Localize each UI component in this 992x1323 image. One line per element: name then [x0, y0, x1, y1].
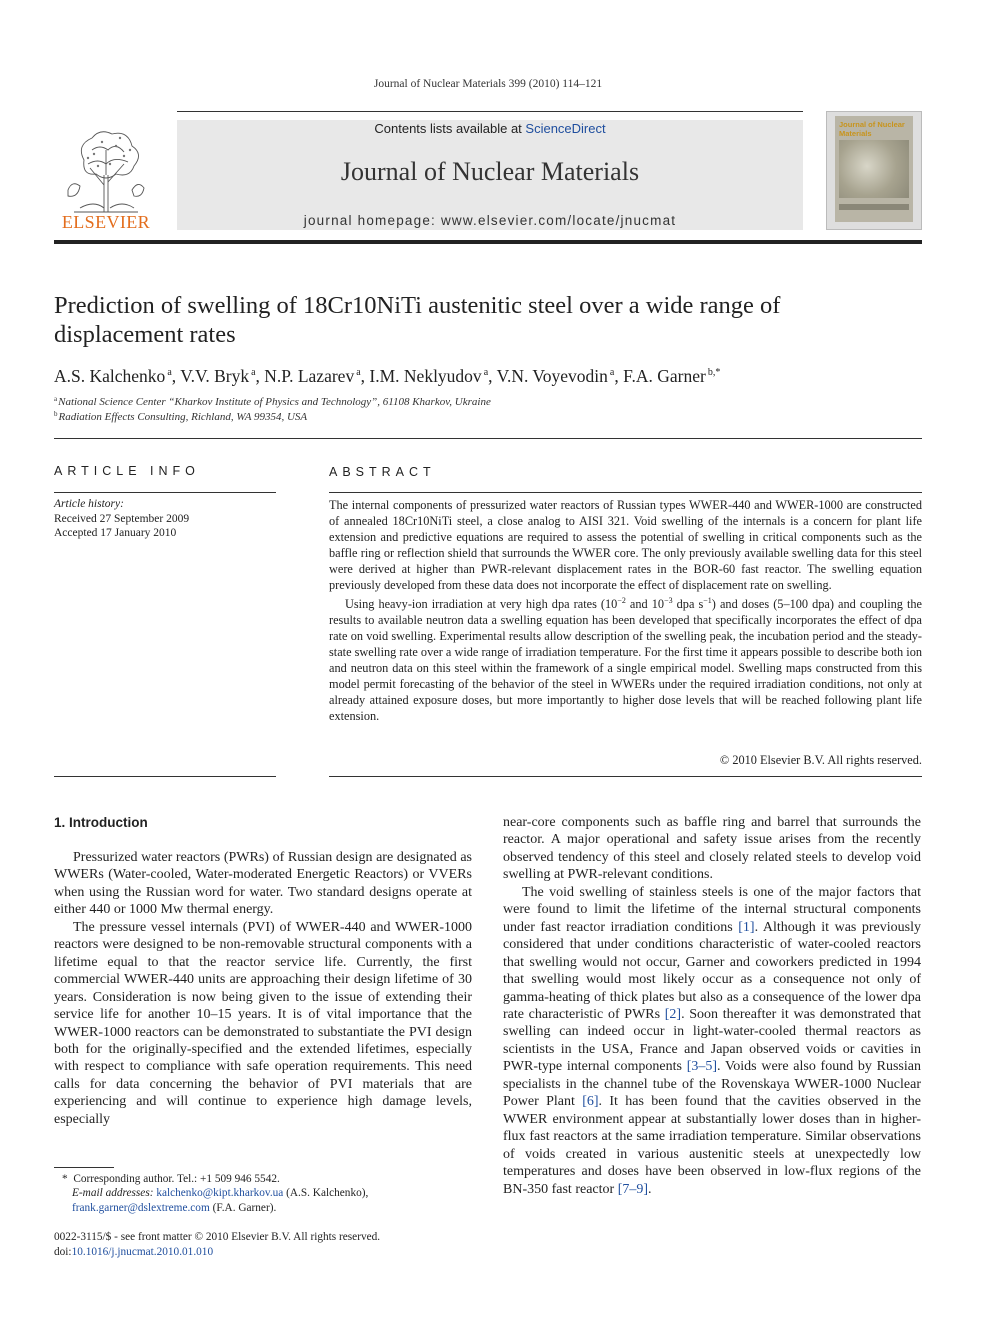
article-history — [54, 497, 276, 541]
body-column-left — [54, 849, 472, 1128]
abstract-paragraph-1: The internal components of pressurized water reactors of Russian types WWER-440 and WWER-1000 are constructed of annealed 18Cr10NiTi steel, a close analog to AISI 321. Void swelling of the internals is a concern for plant life extension and predictive equations are required to assess the potential of swelling in critical components such as the baffle ring or reflection shield that surrounds the WWER core. The only previously available swelling data for this steel were derived at higher than PWR-relevant displacement rates in the BOR-60 fast reactor. The swelling equation previously developed from these data does not incorporate the effect of displacement rate on swelling. — [329, 498, 922, 592]
history-label: Article history: — [54, 498, 124, 510]
cover-footer — [839, 204, 909, 210]
abstract-rule-bottom — [329, 776, 922, 777]
affiliation-a: $^a$National Science Center “Kharkov Institute of Physics and Technology”, 61108 Kharkov, Ukraine — [54, 395, 491, 408]
author: V.V. Bryk $^a$, — [180, 366, 265, 386]
cover-image — [839, 140, 909, 198]
journal-homepage[interactable]: journal homepage: www.elsevier.com/locate/jnucmat — [303, 213, 677, 228]
issn-line: 0022-3115/$ - see front matter © 2010 Elsevier B.V. All rights reserved. — [54, 1231, 381, 1243]
author: A.S. Kalchenko $^a$, — [54, 366, 181, 386]
journal-cover-thumbnail — [826, 111, 922, 230]
abstract-body — [329, 497, 922, 724]
corresponding-author-footnote — [54, 1172, 472, 1215]
author: F.A. Garner $^{b,*}$ — [623, 366, 721, 386]
doi-link[interactable]: 10.1016/j.jnucmat.2010.01.010 — [71, 1245, 214, 1258]
intro-paragraph-2: The pressure vessel internals (PVI) of WWER-440 and WWER-1000 reactors were designed to be non-removable structural components with a lifetime equal to that the reactor service life. Currently, the first commercial WWER-440 units are approaching their design lifetime of 30 years. Consideration is now being given to the issue of extending their service life for another 10–15 years. It is of vital importance that the WWER-1000 reactors can be demonstrated to substantiate the PVI design both for the originally-specified and the extended lifetimes, especially with respect to compliance with safe operation requirements. This need calls for data concerning the behavior of PVI materials that are experiencing and will continue to experience high damage levels, especially — [54, 919, 472, 1127]
abstract-rule-top — [329, 492, 922, 493]
cover-title: Journal of Nuclear Materials — [839, 120, 905, 138]
reference-link[interactable]: [1] — [738, 919, 755, 935]
abstract-heading: ABSTRACT — [329, 465, 436, 479]
intro-paragraph-1: Pressurized water reactors (PWRs) of Russian design are designated as WWERs (Water-cooled, Water-moderated Energetic Reactors) or VVERs when using the Russian word for water. Two standard designs operate at either 440 or 1000 Mw thermal energy. — [54, 850, 472, 918]
email-link[interactable]: frank.garner@dslextreme.com — [72, 1201, 210, 1214]
reference-link[interactable]: [3–5] — [686, 1059, 718, 1075]
author-list — [54, 361, 922, 388]
article-info-rule-bottom — [54, 776, 276, 777]
doi-line: doi:10.1016/j.jnucmat.2010.01.010 — [54, 1245, 214, 1258]
sciencedirect-link[interactable]: ScienceDirect — [525, 121, 606, 136]
accepted-date: Accepted 17 January 2010 — [54, 527, 177, 539]
header-thick-rule — [54, 240, 922, 244]
article-info-rule-top — [54, 492, 276, 493]
author: I.M. Neklyudov $^a$, — [369, 366, 497, 386]
abstract-paragraph-2: Using heavy-ion irradiation at very high dpa rates ($10^{-2}$ and $10^{-3}$ dpa $s^{-1}$) and doses (5–100 dpa) and coupling the results to available neutron data a swelling equation has been developed that specifically incorporates the effect of dpa rate on void swelling. Experimental results allow description of the swelling peak, the incubation period and the steady-state swelling rate over a wide range of irradiation temperature. For the first time it appears possible to describe both ion and neutron data on this steel within the framework of a single empirical model. Swelling maps constructed from this model permit forecasting of the behavior of the steel in WWERs under the required irradiation conditions, not only at already attained exposure doses, but more importantly to higher dose levels that will be reached following plant life extension. — [329, 596, 923, 724]
author: V.N. Voyevodin $^a$, — [496, 366, 624, 386]
journal-name: Journal of Nuclear Materials — [340, 157, 640, 186]
article-title: Prediction of swelling of 18Cr10NiTi austenitic steel over a wide range of displacement rates — [54, 292, 781, 348]
email-link[interactable]: kalchenko@kipt.kharkov.ua — [156, 1187, 284, 1200]
footnote-corresponding: * Corresponding author. Tel.: +1 509 946 5542. — [62, 1173, 280, 1185]
intro-paragraph-2-continued: near-core components such as baffle ring and barrel that surrounds the reactor. A major operational and safety issue arises from the recently observed tendency of this steel and closely related steels to develop void swelling at PWR-relevant conditions. — [503, 815, 921, 883]
section-heading-introduction: 1. Introduction — [54, 815, 148, 830]
received-date: Received 27 September 2009 — [54, 512, 190, 525]
elsevier-wordmark: ELSEVIER — [61, 212, 151, 232]
article-info-heading: ARTICLE INFO — [54, 464, 200, 478]
affiliation-b: $^b$Radiation Effects Consulting, Richland, WA 99354, USA — [54, 410, 308, 423]
intro-paragraph-3: The void swelling of stainless steels is one of the major factors that were found to limit the lifetime of the internal structural components under fast reactor irradiation conditions [1]. Although it was previously considered that under conditions characteristic of water-cooled reactors that swelling would not occur, Garner and coworkers predicted in 1994 that swelling would most likely occur as a consequence not only of gamma-heating of thick plates but also as a consequence of the lower dpa rate characteristic of PWRs [2]. Soon thereafter it was demonstrated that swelling can indeed occur in light-water-cooled thermal reactors as scientists in the USA, France and Japan observed voids or cavities in PWR-type internal components [3–5]. Voids were also found by Russian specialists in the channel tube of the Rovenskaya WWER-1000 Nuclear Power Plant [6]. It has been found that the cavities observed in the WWER environment appear at substantially lower doses than in higher-flux fast reactors at the same irradiation temperature. Similar observations of voids created in various austenitic steels at unexpectedly low temperatures and doses have been observed in low-flux regions of the BN-350 fast reactor [7–9]. — [503, 884, 922, 1197]
journal-citation: Journal of Nuclear Materials 399 (2010) 114–121 — [373, 78, 603, 90]
reference-link[interactable]: [2] — [664, 1006, 682, 1022]
affiliation-rule — [54, 438, 922, 439]
reference-link[interactable]: [6] — [582, 1094, 599, 1110]
contents-line — [177, 121, 803, 136]
contents-prefix: Contents lists available at — [374, 121, 526, 136]
author: N.P. Lazarev $^a$, — [264, 366, 370, 386]
issn-doi-block — [54, 1230, 554, 1259]
header-top-rule — [177, 111, 803, 112]
body-column-right — [503, 814, 921, 1198]
abstract-copyright: © 2010 Elsevier B.V. All rights reserved. — [719, 753, 922, 767]
footnote-emails: E-mail addresses: kalchenko@kipt.kharkov.ua (A.S. Kalchenko), frank.garner@dslextreme.com (F.A. Garner). — [72, 1187, 369, 1214]
reference-link[interactable]: [7–9] — [617, 1181, 649, 1197]
footnote-rule — [54, 1167, 114, 1168]
